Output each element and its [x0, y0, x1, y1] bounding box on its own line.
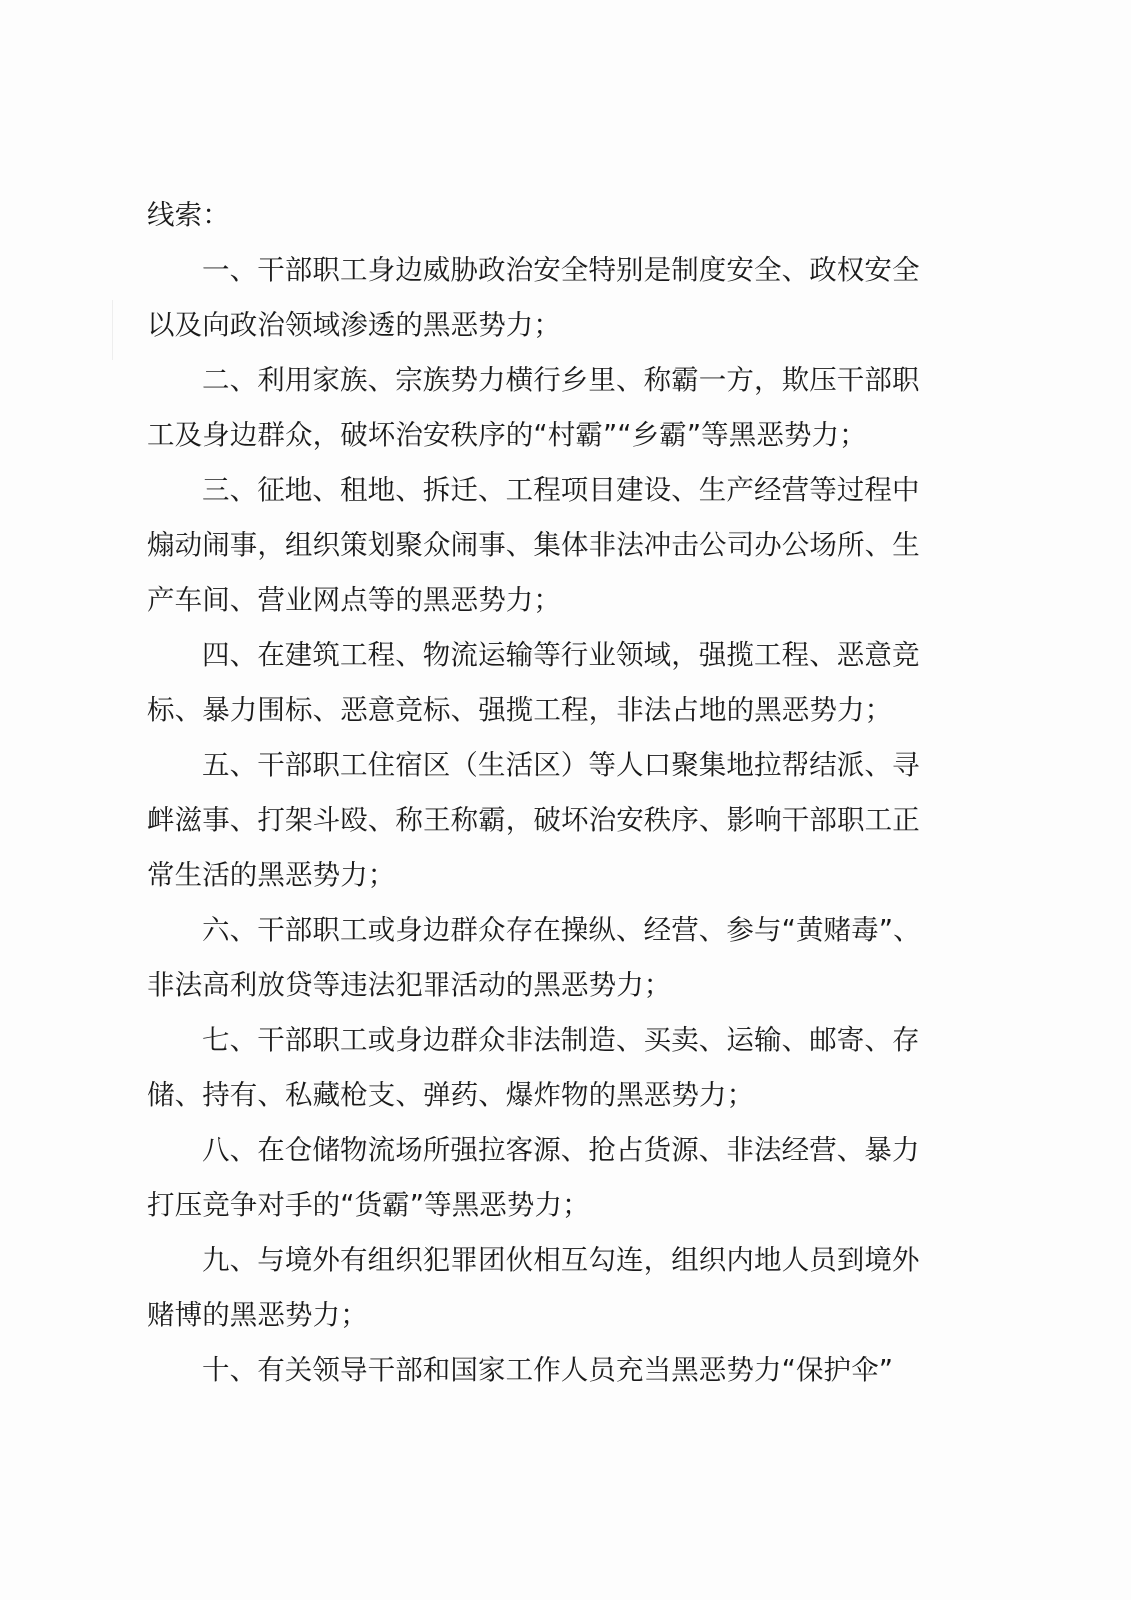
- clue-7-line-2: 储、持有、私藏枪支、弹药、爆炸物的黑恶势力；: [147, 1079, 755, 1111]
- clue-5-line-1: 五、干部职工住宿区（生活区）等人口聚集地拉帮结派、寻: [202, 749, 920, 781]
- clue-9-line-2: 赌博的黑恶势力；: [147, 1299, 368, 1331]
- clue-6-line-2: 非法高利放贷等违法犯罪活动的黑恶势力；: [147, 969, 672, 1001]
- clue-7-line-1: 七、干部职工或身边群众非法制造、买卖、运输、邮寄、存: [202, 1024, 920, 1056]
- clue-9-line-1: 九、与境外有组织犯罪团伙相互勾连，组织内地人员到境外: [202, 1244, 920, 1276]
- clue-4-line-1: 四、在建筑工程、物流运输等行业领域，强揽工程、恶意竞: [202, 639, 920, 671]
- scan-artifact: [112, 300, 113, 360]
- clue-8-line-1: 八、在仓储物流场所强拉客源、抢占货源、非法经营、暴力: [202, 1134, 920, 1166]
- clue-3-line-1: 三、征地、租地、拆迁、工程项目建设、生产经营等过程中: [202, 474, 920, 506]
- clue-5-line-2: 衅滋事、打架斗殴、称王称霸，破坏治安秩序、影响干部职工正: [147, 804, 920, 836]
- clue-10-line-1: 十、有关领导干部和国家工作人员充当黑恶势力“保护伞”: [202, 1354, 894, 1386]
- clue-heading: 线索：: [147, 199, 230, 231]
- clue-3-line-3: 产车间、营业网点等的黑恶势力；: [147, 584, 561, 616]
- clue-8-line-2: 打压竞争对手的“货霸”等黑恶势力；: [147, 1189, 590, 1221]
- clue-2-line-2: 工及身边群众，破坏治安秩序的“村霸”“乡霸”等黑恶势力；: [147, 419, 867, 451]
- clue-3-line-2: 煽动闹事，组织策划聚众闹事、集体非法冲击公司办公场所、生: [147, 529, 920, 561]
- clue-5-line-3: 常生活的黑恶势力；: [147, 859, 396, 891]
- clue-4-line-2: 标、暴力围标、恶意竞标、强揽工程，非法占地的黑恶势力；: [147, 694, 893, 726]
- clue-2-line-1: 二、利用家族、宗族势力横行乡里、称霸一方，欺压干部职: [202, 364, 920, 396]
- document-body: [147, 188, 973, 1398]
- clue-6-line-1: 六、干部职工或身边群众存在操纵、经营、参与“黄赌毒”、: [202, 914, 921, 946]
- clue-1-line-1: 一、干部职工身边威胁政治安全特别是制度安全、政权安全: [202, 254, 920, 286]
- clue-1-line-2: 以及向政治领域渗透的黑恶势力；: [147, 309, 561, 341]
